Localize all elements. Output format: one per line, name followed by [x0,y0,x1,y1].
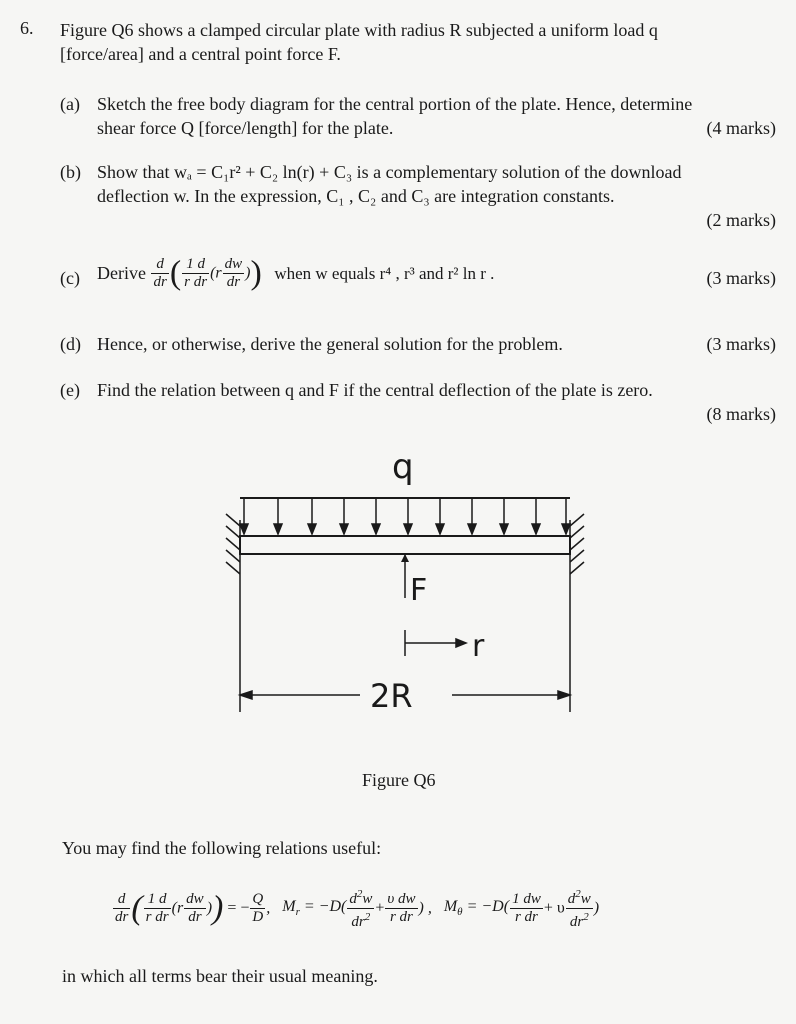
part-b-line-1: Show that wₐ = C₁r² + C₂ ln(r) + C₃ is a complementary solution of the download [97,162,682,182]
point-force-arrow [401,554,409,598]
question-intro [60,18,775,66]
part-a-marks: (4 marks) [706,118,776,138]
part-e-label: (e) [60,380,80,400]
r-label: r [472,629,485,664]
part-d-text: Hence, or otherwise, derive the general solution for the problem. [97,334,563,354]
r-arrow [405,630,466,656]
left-clamp [226,514,240,574]
part-e-text: Find the relation between q and F if the central deflection of the plate is zero. [97,380,653,400]
part-d-label: (d) [60,334,81,354]
part-c-prefix: Derive [97,263,146,283]
part-a [60,92,776,142]
part-a-line-1: Sketch the free body diagram for the central portion of the plate. Hence, determine [97,94,693,114]
part-e-marks: (8 marks) [706,404,776,424]
part-a-line-2: shear force Q [force/length] for the plate. [97,118,394,138]
relations-closing: in which all terms bear their usual meaning. [62,966,378,986]
part-b-marks: (2 marks) [706,210,776,230]
force-label: F [410,573,428,608]
part-c-expression: Derive $\frac{d}{dr}$ ( $\frac{1 d}{\text{r dr}}$ (r $\frac{dw}{dr}$ )) when w equals r⁴ , r³ and r² ln r . [97,254,495,292]
intro-line-2: [force/area] and a central point force F. [60,44,341,64]
relations-equations: $\frac{d}{dr}$ ( $\frac{1 d}{\text{r dr}}$ (r $\frac{dw}{dr}$ )) = − $\frac{Q}{D}$ , $M_r = -D$( $\frac{d^2w}{dr^2}$ + $\frac{\text{υ dw}}{\text{r dr}}$ ) , $M_\theta = -D$( $\frac{1 dw}{\text{r dr}}$ + υ $\frac{d^2w}{dr^2}$ ) [115,888,600,930]
part-c-label: (c) [60,268,80,288]
part-b [60,160,776,232]
relations-intro: You may find the following relations useful: [62,838,382,858]
deriv-frac-d-dr: $\frac{d}{dr}$ [153,256,167,290]
right-clamp [570,514,584,574]
load-label: q [392,450,414,487]
distributed-load-arrows [240,498,570,534]
part-d [60,332,776,358]
part-c-suffix: when w equals r⁴ , r³ and r² ln r . [274,263,495,283]
part-c-marks: (3 marks) [706,268,776,288]
intro-line-1: Figure Q6 shows a clamped circular plate with radius R subjected a uniform load q [60,20,658,40]
part-d-marks: (3 marks) [706,334,776,354]
figure-q6 [220,450,590,735]
part-b-line-2: deflection w. In the expression, C₁ , C₂ and C₃ are integration constants. [97,186,615,206]
part-b-label: (b) [60,162,81,182]
question-number: 6. [20,18,34,38]
plate-diagram [220,450,590,730]
dimension-label: 2R [370,677,413,715]
part-e [60,378,776,428]
plate [240,536,570,554]
part-a-label: (a) [60,94,80,114]
figure-caption: Figure Q6 [362,770,436,790]
